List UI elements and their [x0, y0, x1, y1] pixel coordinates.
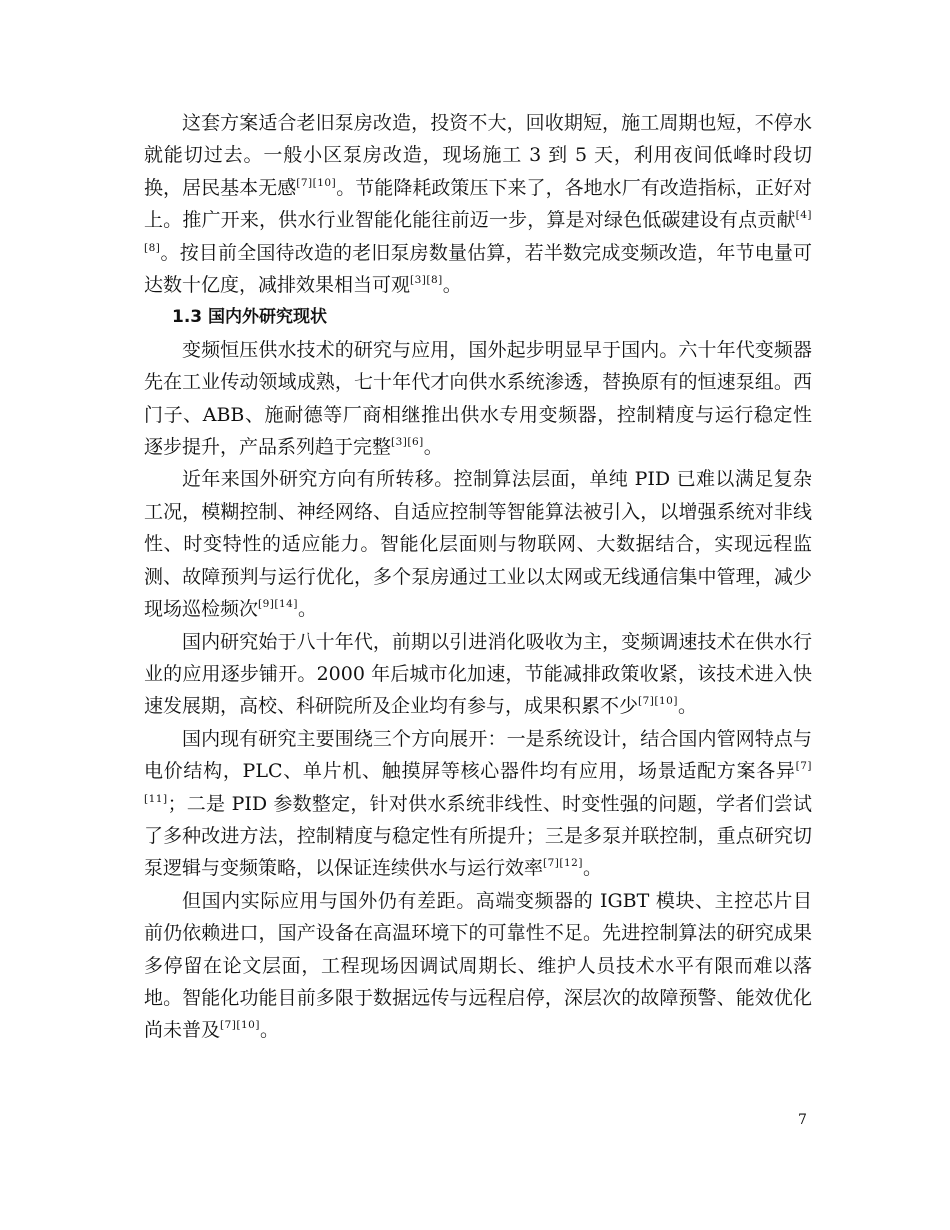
paragraph-text: 近年来国外研究方向有所转移。控制算法层面，单纯 PID 已难以满足复杂工况，模糊控制、神经网络、自适应控制等智能算法被引入，以增强系统对非线性、时变特性的适应能力。智能化层面则与物联网、大数据结合，实现远程监测、故障预判与运行优化，多个泵房通过工业以太网或无线通信集中管理，减少现场巡检频次	[144, 468, 812, 621]
paragraph-text: 。	[259, 1019, 279, 1042]
citation-superscript: [7][12]	[543, 857, 583, 870]
citation-superscript: [7][10]	[638, 695, 678, 708]
paragraph-text: 国内研究始于八十年代，前期以引进消化吸收为主，变频调速技术在供水行业的应用逐步铺开。2000 年后城市化加速，节能减排政策收紧，该技术进入快速发展期，高校、科研院所及企业均有参与，成果积累不少	[144, 630, 812, 718]
paragraph-text: 国内现有研究主要围绕三个方向展开：一是系统设计，结合国内管网特点与电价结构，PLC、单片机、触摸屏等核心器件均有应用，场景适配方案各异	[144, 727, 812, 783]
body-paragraph	[144, 885, 812, 1047]
citation-superscript: [3][8]	[410, 274, 443, 287]
paragraph-text: 这套方案适合老旧泵房改造，投资不大，回收期短，施工周期也短，不停水就能切过去。一般小区泵房改造，现场施工 3 到 5 天，利用夜间低峰时段切换，居民基本无感	[144, 112, 812, 199]
body-paragraph	[144, 463, 812, 625]
citation-superscript: [7][11]	[144, 760, 812, 805]
citation-superscript: [7][10]	[220, 1019, 260, 1032]
citation-superscript: [7][10]	[296, 176, 337, 189]
citation-superscript: [3][6]	[391, 436, 424, 449]
research-status-paragraphs	[144, 334, 812, 1047]
paragraph-text: 。	[677, 695, 697, 718]
body-paragraph	[144, 334, 812, 464]
paragraph-text: 。节能降耗政策压下来了，各地水厂有改造指标，正好对上。推广开来，供水行业智能化能往前迈一步，算是对绿色低碳建设有点贡献	[144, 176, 812, 232]
paragraph-text: 但国内实际应用与国外仍有差距。高端变频器的 IGBT 模块、主控芯片目前仍依赖进口，国产设备在高温环境下的可靠性不足。先进控制算法的研究成果多停留在论文层面，工程现场因调试周期长、维护人员技术水平有限而难以落地。智能化功能目前多限于数据远传与远程启停，深层次的故障预警、能效优化尚未普及	[144, 889, 812, 1042]
section-heading: 1.3 国内外研究现状	[172, 307, 328, 328]
page-number: 7	[798, 1112, 807, 1128]
paragraph-text: 。	[582, 857, 602, 880]
citation-superscript: [9][14]	[258, 598, 298, 611]
body-paragraph	[144, 626, 812, 723]
body-paragraph	[144, 723, 812, 885]
paragraph-text: 。按目前全国待改造的老旧泵房数量估算，若半数完成变频改造，年节电量可达数十亿度，减排效果相当可观	[144, 241, 812, 297]
body-paragraph	[144, 107, 812, 301]
intro-paragraphs	[144, 107, 812, 301]
page-body	[144, 107, 812, 1047]
paragraph-text: ；二是 PID 参数整定，针对供水系统非线性、时变性强的问题，学者们尝试了多种改进方法，控制精度与稳定性有所提升；三是多泵并联控制，重点研究切泵逻辑与变频策略，以保证连续供水与运行效率	[144, 792, 812, 880]
paragraph-text: 。	[423, 436, 443, 459]
paragraph-text: 。	[297, 598, 317, 621]
paragraph-text: 。	[442, 274, 462, 297]
paragraph-text: 变频恒压供水技术的研究与应用，国外起步明显早于国内。六十年代变频器先在工业传动领域成熟，七十年代才向供水系统渗透，替换原有的恒速泵组。西门子、ABB、施耐德等厂商相继推出供水专用变频器，控制精度与运行稳定性逐步提升，产品系列趋于完整	[144, 338, 812, 459]
citation-superscript: [4][8]	[144, 209, 812, 254]
